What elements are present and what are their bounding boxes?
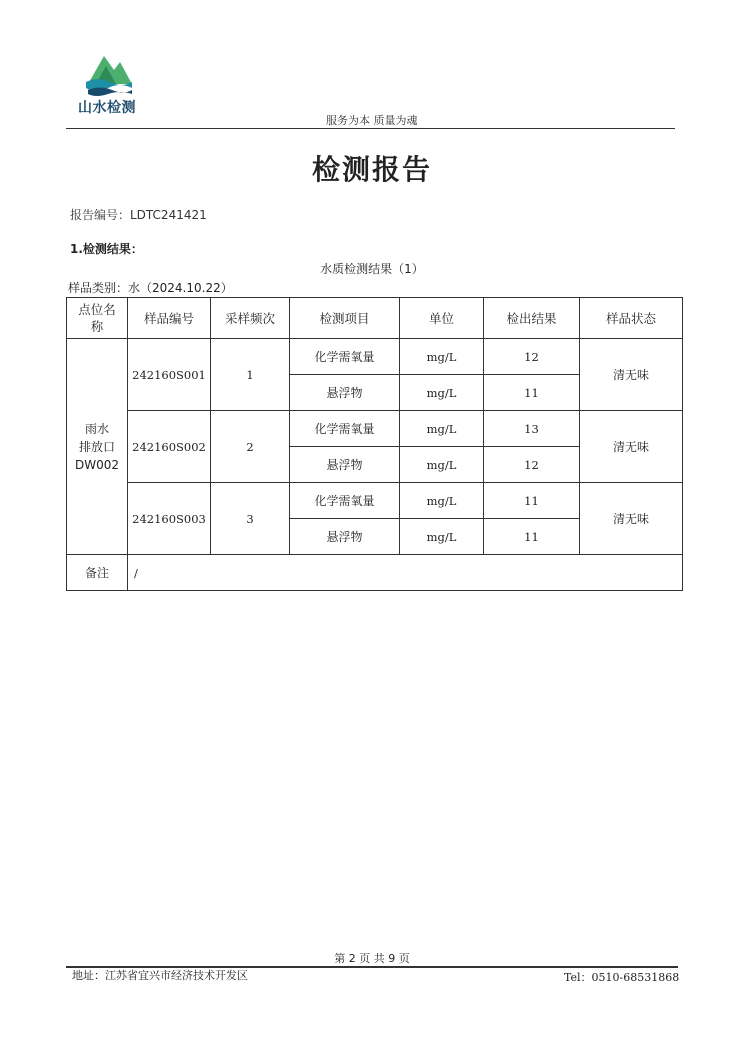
result: 12 [484, 447, 580, 483]
result: 12 [484, 339, 580, 375]
table-title: 水质检测结果（1） [320, 262, 424, 276]
result: 11 [484, 519, 580, 555]
results-table [66, 297, 683, 591]
header-sample-id: 样品编号 [128, 298, 211, 339]
company-logo-icon [84, 50, 134, 96]
section-title: 1.检测结果： [70, 242, 143, 256]
header-divider [66, 128, 675, 129]
footer-tel: Tel：0510-68531868 [564, 971, 680, 984]
test-item: 化学需氧量 [290, 411, 400, 447]
unit: mg/L [400, 519, 484, 555]
remark-value: / [128, 555, 683, 591]
sample-frequency: 2 [211, 411, 290, 483]
header-item: 检测项目 [290, 298, 400, 339]
test-item: 悬浮物 [290, 519, 400, 555]
unit: mg/L [400, 339, 484, 375]
remark-row [67, 555, 683, 591]
sample-frequency: 3 [211, 483, 290, 555]
header-unit: 单位 [400, 298, 484, 339]
table-row [67, 483, 683, 519]
sample-state: 清无味 [580, 483, 683, 555]
table-row [67, 339, 683, 375]
logo-text: 山水检测 [78, 100, 136, 116]
result: 13 [484, 411, 580, 447]
test-item: 化学需氧量 [290, 339, 400, 375]
header-site: 点位名 称 [67, 298, 128, 339]
sample-id: 242160S001 [128, 339, 211, 411]
site-cell: 雨水 排放口 DW002 [67, 339, 128, 555]
sample-state: 清无味 [580, 411, 683, 483]
unit: mg/L [400, 375, 484, 411]
test-item: 化学需氧量 [290, 483, 400, 519]
page-number: 第 2 页 共 9 页 [334, 952, 410, 965]
result: 11 [484, 483, 580, 519]
result: 11 [484, 375, 580, 411]
page-title: 检测报告 [311, 153, 432, 186]
sample-frequency: 1 [211, 339, 290, 411]
table-row [67, 411, 683, 447]
header-frequency: 采样频次 [211, 298, 290, 339]
header-state: 样品状态 [580, 298, 683, 339]
sample-id: 242160S002 [128, 411, 211, 483]
sample-state: 清无味 [580, 339, 683, 411]
unit: mg/L [400, 483, 484, 519]
sample-type: 样品类别：水（2024.10.22） [68, 281, 233, 295]
footer-address: 地址：江苏省宜兴市经济技术开发区 [72, 969, 248, 982]
test-item: 悬浮物 [290, 375, 400, 411]
table-header-row [67, 298, 683, 339]
header-result: 检出结果 [484, 298, 580, 339]
header-slogan: 服务为本 质量为魂 [326, 114, 418, 127]
report-number: 报告编号：LDTC241421 [70, 208, 207, 222]
test-item: 悬浮物 [290, 447, 400, 483]
unit: mg/L [400, 411, 484, 447]
sample-id: 242160S003 [128, 483, 211, 555]
remark-label: 备注 [67, 555, 128, 591]
unit: mg/L [400, 447, 484, 483]
